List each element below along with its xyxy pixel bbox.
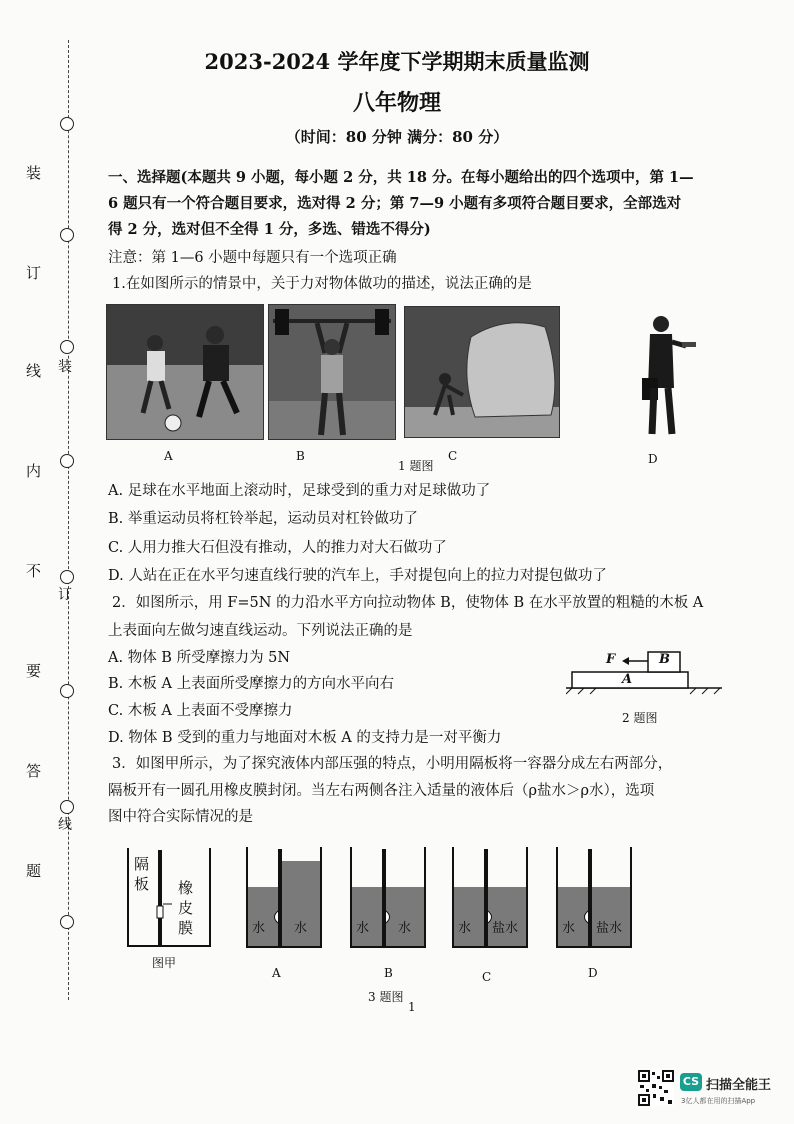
q3-panel-b-left-liquid: 水 — [356, 921, 370, 936]
q1-photo-football — [106, 304, 264, 440]
q1-photo-weightlifter — [268, 304, 396, 440]
q2-stem-line: 2．如图所示，用 F=5N 的力沿水平方向拉动物体 B，使物体 B 在水平放置的粗糙的木板 A — [112, 595, 704, 611]
q2-option-a: A. 物体 B 所受摩擦力为 5N — [108, 650, 291, 666]
q1-option-c: C. 人用力推大石但没有推动，人的推力对大石做功了 — [108, 540, 447, 556]
binding-hole — [60, 684, 74, 698]
q1-label: B — [296, 449, 305, 463]
q3-figure-jia-caption: 图甲 — [152, 956, 177, 970]
margin-char: 题 — [26, 862, 42, 880]
q2-option-b: B. 木板 A 上表面所受摩擦力的方向水平向右 — [108, 676, 395, 692]
exam-subject: 八年物理 — [352, 90, 441, 116]
q3-panel-d — [554, 843, 634, 953]
binding-hole — [60, 570, 74, 584]
q2-figure-caption: 2 题图 — [622, 711, 658, 725]
q3-panel-c — [450, 843, 530, 953]
exam-title: 2023-2024 学年度下学期期末质量监测 — [204, 49, 590, 74]
q2-option-c: C. 木板 A 上表面不受摩擦力 — [108, 703, 293, 719]
q2-force-label: F — [606, 652, 616, 667]
q3-stem-line: 图中符合实际情况的是 — [108, 809, 253, 825]
q3-panel-a — [244, 843, 324, 953]
camscanner-logo-icon: CS — [680, 1073, 702, 1091]
q1-option-a: A. 足球在水平地面上滚动时，足球受到的重力对足球做功了 — [108, 483, 491, 499]
q1-label: C — [448, 449, 458, 463]
q2-figure — [566, 648, 726, 696]
margin-inner-char: 订 — [58, 587, 72, 603]
q3-figure-jia — [124, 842, 214, 950]
q2-block-b-label: B — [659, 652, 670, 667]
q2-stem-line: 上表面向左做匀速直线运动。下列说法正确的是 — [108, 623, 413, 639]
q3-panel-d-right-liquid: 盐水 — [596, 921, 623, 936]
q3-panel-label: C — [482, 970, 492, 984]
margin-inner-char: 装 — [58, 359, 72, 375]
section-heading-line: 一、选择题(本题共 9 小题，每小题 2 分，共 18 分。在每小题给出的四个选项中，第 1— — [108, 169, 694, 186]
margin-char: 内 — [26, 462, 42, 480]
q1-label: A — [164, 449, 173, 463]
binding-hole — [60, 915, 74, 929]
q1-figure-man-with-bag — [628, 312, 698, 442]
q3-partition-label: 隔板 — [134, 855, 150, 893]
scanner-app-name: 扫描全能王 — [706, 1078, 772, 1093]
q1-figure-caption: 1 题图 — [398, 459, 434, 473]
q3-membrane-label: 橡皮膜 — [178, 879, 194, 937]
q3-figure-caption: 3 题图 — [368, 990, 404, 1004]
q3-panel-b — [348, 843, 428, 953]
margin-char: 订 — [26, 264, 42, 282]
q1-photo-push-rock — [404, 306, 560, 438]
binding-hole — [60, 800, 74, 814]
q2-option-d: D. 物体 B 受到的重力与地面对木板 A 的支持力是一对平衡力 — [108, 730, 502, 746]
margin-char: 答 — [26, 762, 42, 780]
q3-panel-label: A — [272, 966, 281, 980]
q1-stem: 1.在如图所示的情景中，关于力对物体做功的描述，说法正确的是 — [112, 276, 532, 292]
section-note: 注意：第 1—6 小题中每题只有一个选项正确 — [108, 250, 397, 266]
q2-board-a-label: A — [622, 672, 633, 687]
binding-hole — [60, 228, 74, 242]
q3-panel-label: D — [588, 966, 598, 980]
q3-stem-line: 隔板开有一圆孔用橡皮膜封闭。当左右两侧各注入适量的液体后（ρ盐水＞ρ水），选项 — [108, 783, 655, 799]
qr-code-icon — [638, 1070, 674, 1106]
section-heading-line: 得 2 分，选对但不全得 1 分，多选、错选不得分) — [108, 221, 431, 238]
q1-label: D — [648, 452, 658, 466]
q3-panel-a-left-liquid: 水 — [252, 921, 266, 936]
margin-char: 不 — [26, 562, 42, 580]
binding-hole — [60, 340, 74, 354]
q3-panel-d-left-liquid: 水 — [562, 921, 576, 936]
q3-panel-c-left-liquid: 水 — [458, 921, 472, 936]
page-number: 1 — [408, 1000, 416, 1014]
margin-inner-char: 线 — [58, 817, 72, 833]
margin-char: 线 — [26, 362, 42, 380]
q3-panel-label: B — [384, 966, 393, 980]
binding-hole — [60, 454, 74, 468]
q3-panel-a-right-liquid: 水 — [294, 921, 308, 936]
q1-option-b: B. 举重运动员将杠铃举起，运动员对杠铃做功了 — [108, 511, 418, 527]
section-heading-line: 6 题只有一个符合题目要求，选对得 2 分；第 7—9 小题有多项符合题目要求，全部选对 — [108, 195, 682, 212]
margin-char: 装 — [26, 164, 42, 182]
q3-panel-c-right-liquid: 盐水 — [492, 921, 519, 936]
binding-dashed-line — [68, 40, 69, 1000]
q3-stem-line: 3．如图甲所示，为了探究液体内部压强的特点，小明用隔板将一容器分成左右两部分， — [112, 756, 673, 772]
margin-char: 要 — [26, 662, 42, 680]
q3-panel-b-right-liquid: 水 — [398, 921, 412, 936]
scanner-app-tagline: 3亿人都在用的扫描App — [681, 1097, 756, 1105]
exam-meta: （时间：80 分钟 满分：80 分） — [285, 128, 509, 146]
q1-option-d: D. 人站在正在水平匀速直线行驶的汽车上，手对提包向上的拉力对提包做功了 — [108, 568, 607, 584]
